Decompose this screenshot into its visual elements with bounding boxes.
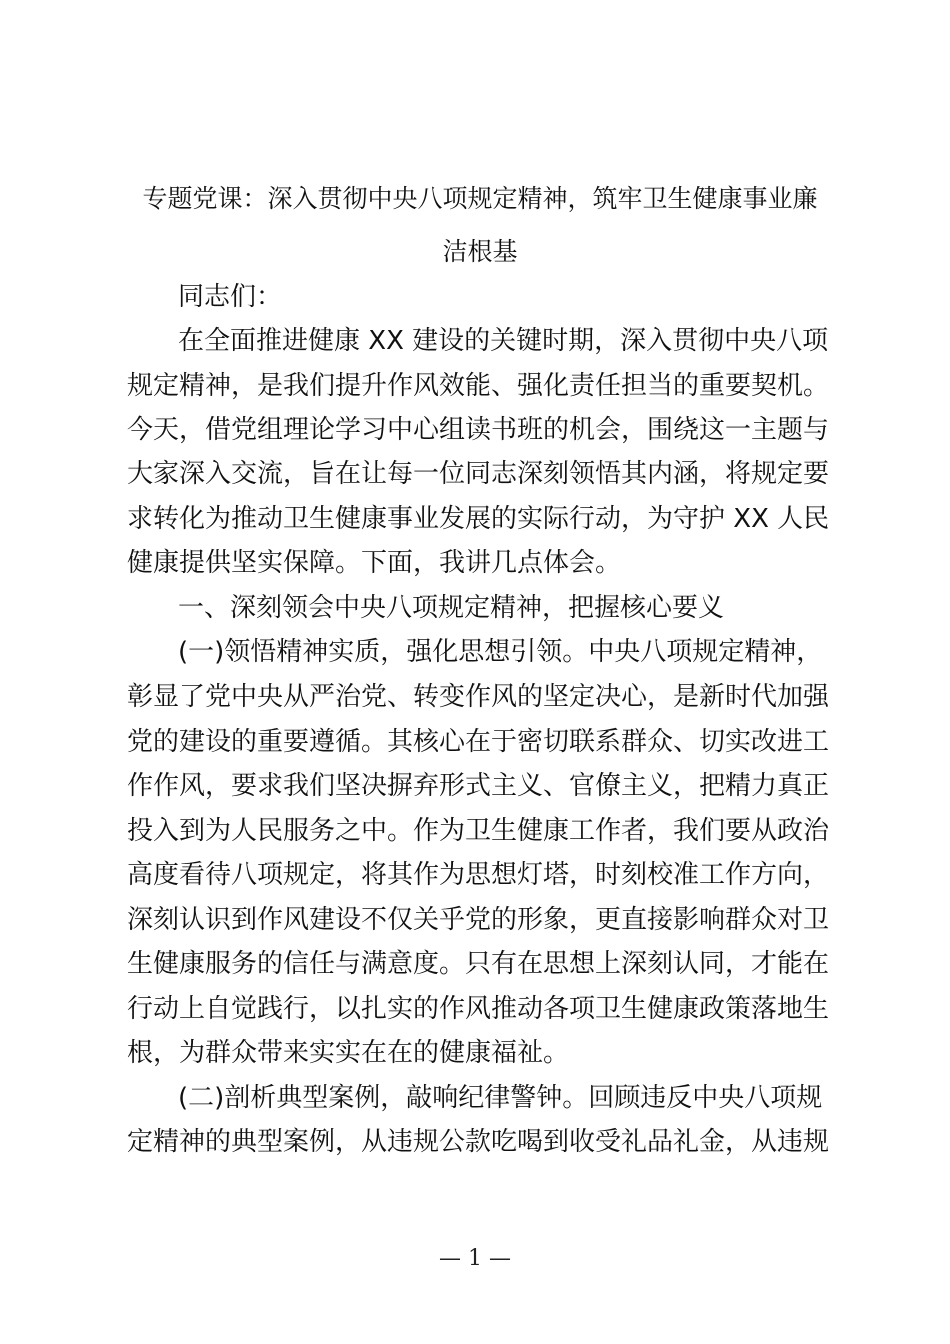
body-line: 健康提供坚实保障。下面，我讲几点体会。: [127, 548, 622, 578]
greeting: 同志们：: [178, 282, 283, 312]
body-line: 彰显了党中央从严治党、转变作风的坚定决心，是新时代加强: [127, 682, 830, 712]
body-line: (一)领悟精神实质，强化思想引领。中央八项规定精神，: [178, 637, 823, 667]
body-line: 求转化为推动卫生健康事业发展的实际行动，为守护 XX 人民: [127, 504, 830, 534]
body-line: 大家深入交流，旨在让每一位同志深刻领悟其内涵，将规定要: [127, 459, 830, 489]
body-line: 定精神的典型案例，从违规公款吃喝到收受礼品礼金，从违规: [127, 1127, 830, 1157]
body-line: (二)剖析典型案例，敲响纪律警钟。回顾违反中央八项规: [178, 1083, 823, 1113]
document-title-line-1: 专题党课：深入贯彻中央八项规定精神，筑牢卫生健康事业廉: [142, 184, 818, 213]
page-number: — 1 —: [439, 1246, 511, 1271]
body-line: 党的建设的重要遵循。其核心在于密切联系群众、切实改进工: [127, 727, 830, 757]
section-heading: 一、深刻领会中央八项规定精神，把握核心要义: [178, 593, 725, 623]
document-title-line-2: 洁根基: [442, 237, 518, 266]
body-line: 规定精神，是我们提升作风效能、强化责任担当的重要契机。: [127, 371, 830, 401]
body-line: 高度看待八项规定，将其作为思想灯塔，时刻校准工作方向，: [127, 860, 830, 890]
body-line: 深刻认识到作风建设不仅关乎党的形象，更直接影响群众对卫: [127, 905, 830, 935]
body-line: 根，为群众带来实实在在的健康福祉。: [127, 1038, 570, 1068]
body-line: 今天，借党组理论学习中心组读书班的机会，围绕这一主题与: [127, 415, 830, 445]
body-line: 行动上自觉践行，以扎实的作风推动各项卫生健康政策落地生: [127, 994, 830, 1024]
body-line: 生健康服务的信任与满意度。只有在思想上深刻认同，才能在: [127, 949, 830, 979]
body-line: 在全面推进健康 XX 建设的关键时期，深入贯彻中央八项: [178, 326, 829, 356]
body-line: 作作风，要求我们坚决摒弃形式主义、官僚主义，把精力真正: [127, 771, 830, 801]
body-line: 投入到为人民服务之中。作为卫生健康工作者，我们要从政治: [127, 816, 830, 846]
